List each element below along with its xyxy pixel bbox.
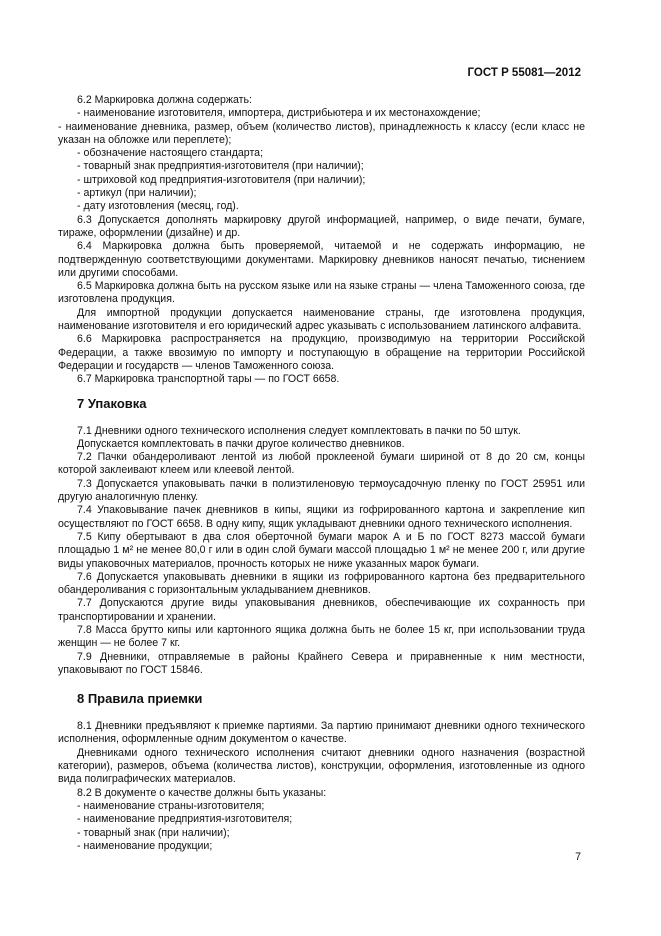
list-item: - обозначение настоящего стандарта;: [77, 147, 264, 160]
paragraph: 6.5 Маркировка должна быть на русском языке или на языке страны — члена Таможенного союза, где изготовлена продукция.: [58, 280, 585, 306]
list-item: - наименование страны-изготовителя;: [77, 799, 265, 812]
paragraph: 7.1 Дневники одного технического исполнения следует комплектовать в пачки по 50 штук.: [77, 424, 521, 437]
section-heading: 8 Правила приемки: [77, 691, 203, 707]
paragraph: Дневниками одного технического исполнения считают дневники одного назначения (возрастной категории), размеров, объема (количества листов), конструкции, оформления, изготовленные из одного вида полиграфических материалов.: [58, 746, 585, 786]
list-item: - наименование продукции;: [77, 839, 213, 852]
paragraph: 7.4 Упаковывание пачек дневников в кипы, ящики из гофрированного картона и закрепление кип осуществляют по ГОСТ 6658. В одну кипу, ящик укладывают дневники одного технического исполнения.: [58, 504, 585, 530]
paragraph: 6.4 Маркировка должна быть проверяемой, читаемой и не содержать информацию, не подтвержденную соответствующими документами. Маркировку дневников наносят печатью, тиснением или другими способами.: [58, 240, 585, 279]
list-item: - дату изготовления (месяц, год).: [77, 200, 239, 213]
paragraph: 7.7 Допускаются другие виды упаковывания дневников, обеспечивающие их сохранность при транспортировании и хранении.: [58, 597, 585, 623]
list-item: - наименование дневника, размер, объем (количество листов), принадлежность к классу (если класс не указан на обложке или переплете);: [58, 120, 585, 146]
paragraph: 8.1 Дневники предъявляют к приемке партиями. За партию принимают дневники одного технического исполнения, оформленные одним документом о качестве.: [58, 720, 585, 746]
paragraph: 7.6 Допускается упаковывать дневники в ящики из гофрированного картона без предварительного обандероливания с горизонтальным укладыванием дневников.: [58, 570, 585, 597]
paragraph: 6.7 Маркировка транспортной тары — по ГОСТ 6658.: [77, 373, 340, 386]
paragraph: 6.3 Допускается дополнять маркировку другой информацией, например, о виде печати, бумаге, тираже, оформлении (дизайне) и др.: [58, 213, 585, 239]
document-body: [58, 94, 585, 853]
list-item: - артикул (при наличии);: [77, 187, 197, 200]
paragraph: 6.2 Маркировка должна содержать:: [77, 94, 252, 106]
list-item: - наименование предприятия-изготовителя;: [77, 813, 293, 826]
paragraph: Для импортной продукции допускается наименование страны, где изготовлена продукция, наименование изготовителя и его юридический адрес указывать с использованием латинского алфавита.: [58, 306, 585, 333]
paragraph: 7.9 Дневники, отправляемые в районы Крайнего Севера и приравненные к ним местности, упаковывают по ГОСТ 15846.: [58, 650, 585, 676]
page-number: 7: [575, 851, 581, 863]
paragraph: 7.3 Допускается упаковывать пачки в полиэтиленовую термоусадочную пленку по ГОСТ 25951 или другую аналогичную пленку.: [58, 477, 585, 504]
section-heading: 7 Упаковка: [77, 395, 147, 411]
list-item: - товарный знак предприятия-изготовителя (при наличии);: [77, 160, 364, 173]
list-item: - штриховой код предприятия-изготовителя (при наличии);: [77, 173, 366, 186]
paragraph: 7.2 Пачки обандероливают лентой из любой проклееной бумаги шириной от 8 до 20 см, концы которой заклеивают клеем или клеевой лентой.: [58, 451, 585, 477]
list-item: - наименование изготовителя, импортера, дистрибьютера и их местонахождение;: [77, 107, 481, 120]
paragraph: Допускается комплектовать в пачки другое количество дневников.: [77, 437, 405, 450]
paragraph: 7.8 Масса брутто кипы или картонного ящика должна быть не более 15 кг, при использовании труда женщин — не более 7 кг.: [58, 623, 585, 650]
paragraph: 6.6 Маркировка распространяется на продукцию, производимую на территории Российской Федерации, а также ввозимую по импорту и поступающую в обращение на территории Российской Федерации и государств — членов Таможенного союза.: [58, 333, 585, 372]
list-item: - товарный знак (при наличии);: [77, 826, 230, 839]
paragraph: 7.5 Кипу обертывают в два слоя оберточной бумаги марок А и Б по ГОСТ 8273 массой бумаги площадью 1 м² не менее 80,0 г или в один слой бумаги массой площадью 1 м² не менее 200 г, или другие виды упаковочных материалов, прочность которых не ниже указанных марок бумаги.: [58, 530, 585, 570]
paragraph: 8.2 В документе о качестве должны быть указаны:: [77, 786, 327, 799]
document-header: ГОСТ Р 55081—2012: [467, 67, 581, 79]
